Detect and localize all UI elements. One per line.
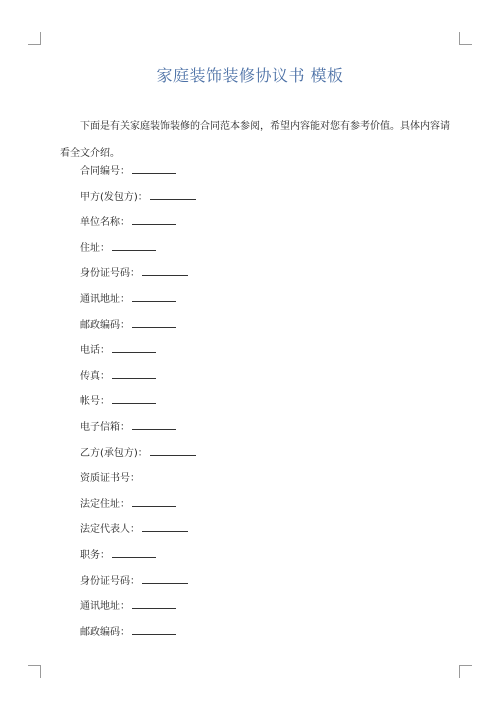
fill-in-blank[interactable] [132, 625, 176, 635]
contract-field [80, 164, 196, 190]
fill-in-blank[interactable] [112, 343, 156, 353]
fill-in-blank[interactable] [132, 599, 176, 609]
fill-in-blank[interactable] [132, 420, 176, 430]
field-label: 邮政编码： [80, 319, 130, 331]
document-title: 家庭装饰装修协议书 模板 [156, 66, 344, 85]
fill-in-blank[interactable] [132, 292, 176, 302]
contract-field [80, 446, 196, 472]
contract-field [80, 318, 196, 344]
field-label: 乙方(承包方)： [80, 447, 148, 459]
contract-field [80, 369, 196, 395]
fill-in-blank[interactable] [142, 266, 188, 276]
contract-field [80, 522, 196, 548]
field-label: 传真： [80, 370, 110, 382]
intro-paragraph: 下面是有关家庭装饰装修的合同范本参阅，希望内容能对您有参考价值。具体内容请看全文介绍。 [60, 121, 450, 159]
field-label: 帐号： [80, 396, 110, 408]
field-label: 电话： [80, 345, 110, 357]
field-label: 身份证号码： [80, 575, 140, 587]
contract-field [80, 215, 196, 241]
corner-mark-bottom-left [28, 665, 41, 678]
contract-field [80, 343, 196, 369]
fill-in-blank[interactable] [132, 164, 176, 174]
fill-in-blank[interactable] [132, 497, 176, 507]
field-label: 单位名称： [80, 217, 130, 229]
corner-mark-top-left [28, 32, 41, 45]
field-label: 职务： [80, 549, 110, 561]
contract-field [80, 241, 196, 267]
contract-field [80, 574, 196, 600]
field-label: 通讯地址： [80, 601, 130, 613]
field-label: 法定代表人： [80, 524, 140, 536]
fill-in-blank[interactable] [112, 548, 156, 558]
contract-field [80, 266, 196, 292]
contract-field [80, 394, 196, 420]
fill-in-blank[interactable] [142, 522, 188, 532]
field-label: 合同编号： [80, 166, 130, 177]
field-label: 资质证书号： [80, 473, 140, 485]
field-label: 住址： [80, 242, 110, 254]
fill-in-blank[interactable] [150, 190, 196, 200]
field-label: 身份证号码： [80, 268, 140, 280]
fill-in-blank[interactable] [112, 241, 156, 251]
contract-field [80, 420, 196, 446]
fill-in-blank[interactable] [112, 369, 156, 379]
field-label: 邮政编码： [80, 626, 130, 638]
corner-mark-bottom-right [459, 665, 472, 678]
fill-in-blank[interactable] [142, 574, 188, 584]
fill-in-blank[interactable] [112, 394, 156, 404]
contract-field [80, 599, 196, 625]
field-label: 电子信箱： [80, 421, 130, 433]
fill-in-blank[interactable] [132, 215, 176, 225]
corner-mark-top-right [459, 32, 472, 45]
field-label: 通讯地址： [80, 293, 130, 305]
fill-in-blank[interactable] [150, 446, 196, 456]
field-label: 法定住址： [80, 498, 130, 510]
contract-field-list [80, 164, 196, 650]
contract-field [80, 625, 196, 651]
contract-field [80, 497, 196, 523]
contract-field [80, 548, 196, 574]
contract-field [80, 292, 196, 318]
contract-field [80, 190, 196, 216]
fill-in-blank[interactable] [132, 318, 176, 328]
field-label: 甲方(发包方)： [80, 191, 148, 203]
contract-field [80, 471, 196, 497]
